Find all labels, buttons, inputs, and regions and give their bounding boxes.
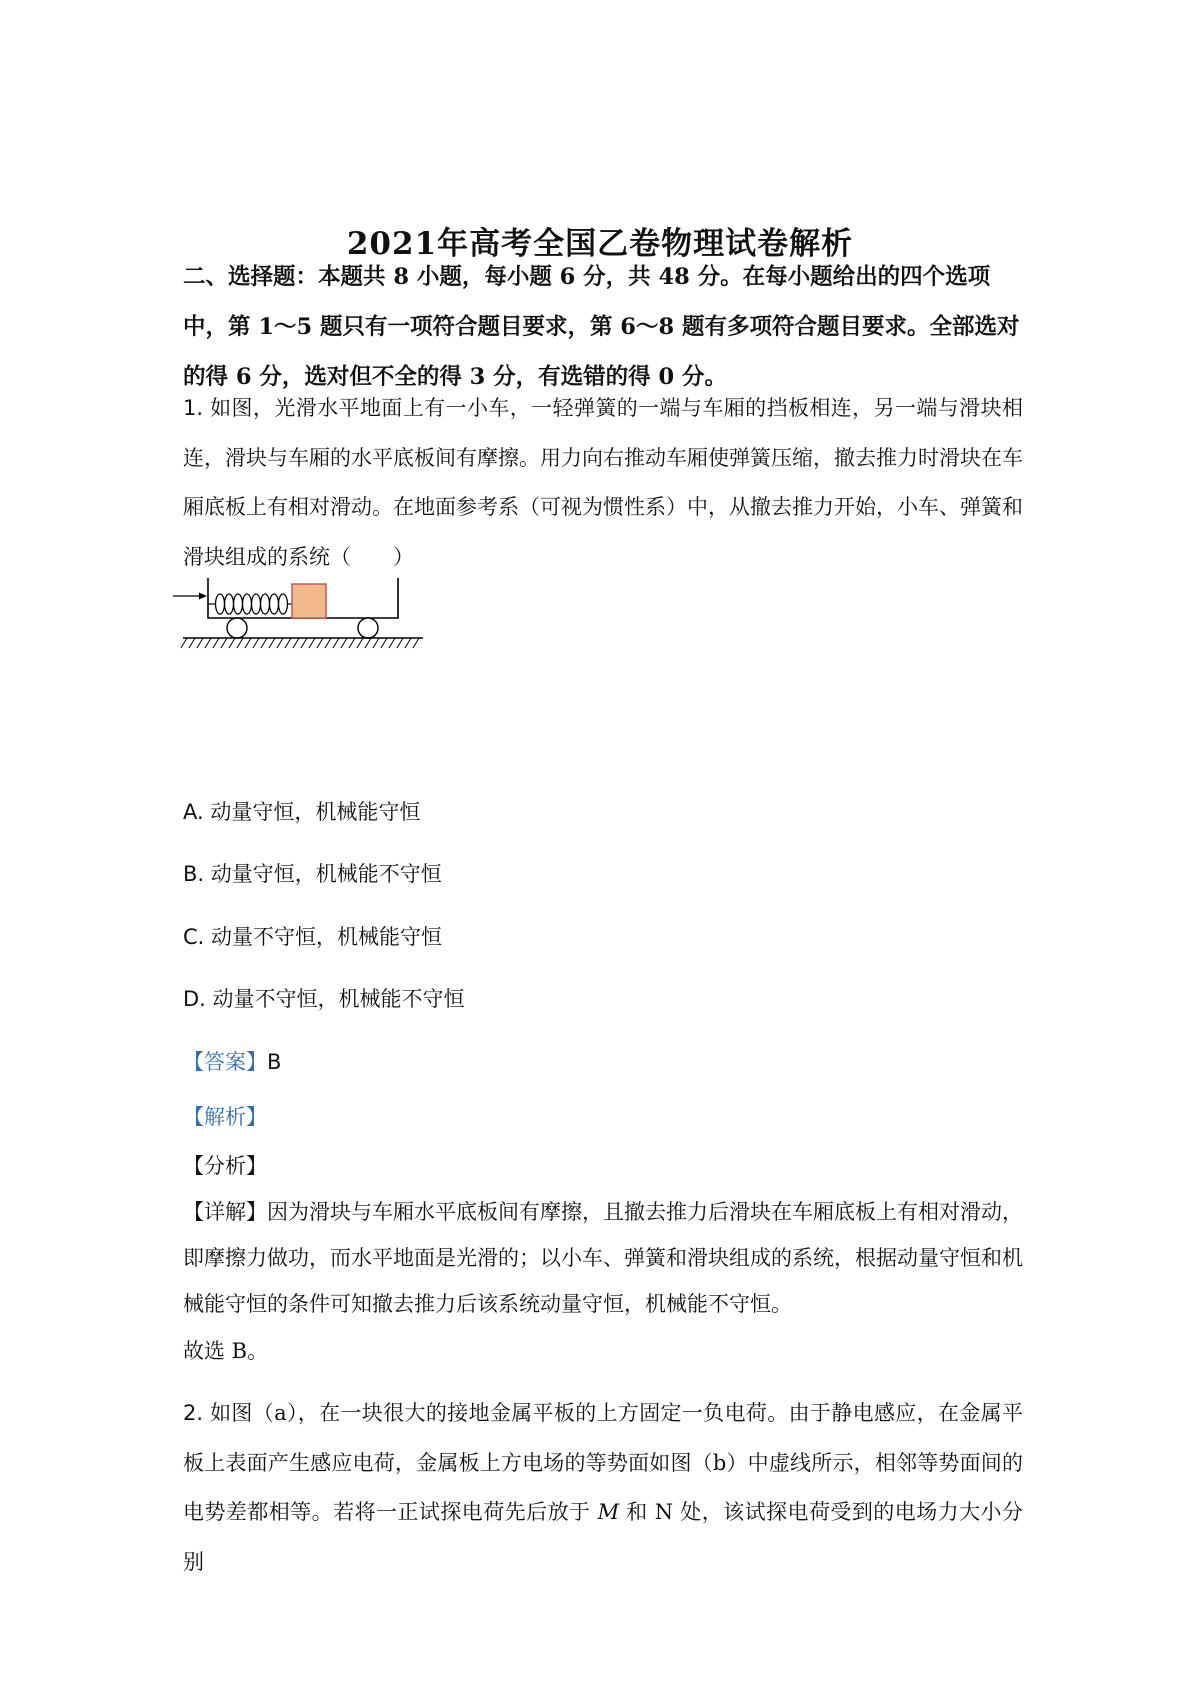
option-c bbox=[183, 921, 442, 951]
option-a-text: 动量守恒，机械能守恒 bbox=[210, 800, 421, 824]
fenxi-tag: 【分析】 bbox=[183, 1154, 267, 1178]
option-a-label: A. bbox=[183, 800, 204, 824]
answer-tag: 【答案】 bbox=[183, 1050, 267, 1074]
analysis-tag: 【解析】 bbox=[183, 1105, 267, 1129]
conclusion-line: 故选 B。 bbox=[183, 1339, 269, 1363]
question-2-text-part2: 和 N 处，该试探电荷受到的电场力大小分别 bbox=[183, 1500, 1023, 1574]
option-c-label: C. bbox=[183, 925, 205, 949]
answer-value: B bbox=[267, 1050, 282, 1074]
question-2-text-part1: 如图（a），在一块很大的接地金属平板的上方固定一负电荷。由于静电感应，在金属平板上表面产生感应电荷，金属板上方电场的等势面如图（b）中虚线所示，相邻等势面间的电势差都相等。若将一正试探电荷先后放于 bbox=[183, 1401, 1023, 1524]
answer-line bbox=[183, 1046, 281, 1076]
wheel-right bbox=[358, 618, 378, 638]
question-1-text: 如图，光滑水平地面上有一小车，一轻弹簧的一端与车厢的挡板相连，另一端与滑块相连，滑块与车厢的水平底板间有摩擦。用力向右推动车厢使弹簧压缩，撤去推力时滑块在车厢底板上有相对滑动。在地面参考系（可视为惯性系）中，从撤去推力开始，小车、弹簧和滑块组成的系统（ ） bbox=[183, 396, 1023, 569]
push-arrow-head bbox=[199, 593, 207, 600]
option-b-text: 动量守恒，机械能不守恒 bbox=[210, 862, 442, 886]
page-title: 2021年高考全国乙卷物理试卷解析 bbox=[346, 226, 854, 262]
question-1-number: 1. bbox=[183, 396, 204, 420]
spring bbox=[208, 594, 292, 614]
option-b bbox=[183, 858, 442, 888]
section-header: 二、选择题：本题共 8 小题，每小题 6 分，共 48 分。在每小题给出的四个选项中，第 1～5 题只有一项符合题目要求，第 6～8 题有多项符合题目要求。全部选对的得 6 分，选对但不全的得 3 分，有选错的得 0 分。 bbox=[183, 264, 1020, 390]
question-2-stem bbox=[183, 1389, 1023, 1587]
option-d-text: 动量不守恒，机械能不守恒 bbox=[212, 987, 465, 1011]
question-1-stem bbox=[183, 384, 1023, 582]
option-d-label: D. bbox=[183, 987, 206, 1011]
sliding-block bbox=[292, 584, 326, 618]
cart-spring-block-diagram bbox=[173, 574, 433, 660]
detail-tag: 【详解】 bbox=[183, 1200, 267, 1224]
option-d bbox=[183, 983, 465, 1013]
variable-m: M bbox=[597, 1500, 620, 1524]
ground-hatching bbox=[181, 638, 419, 648]
detail-text: 因为滑块与车厢水平底板间有摩擦，且撤去推力后滑块在车厢底板上有相对滑动，即摩擦力做功，而水平地面是光滑的；以小车、弹簧和滑块组成的系统，根据动量守恒和机械能守恒的条件可知撤去推力后该系统动量守恒，机械能不守恒。 bbox=[183, 1200, 1023, 1316]
question-2-number: 2. bbox=[183, 1401, 204, 1425]
option-b-label: B. bbox=[183, 862, 205, 886]
detail-paragraph bbox=[183, 1189, 1023, 1327]
option-c-text: 动量不守恒，机械能守恒 bbox=[211, 925, 443, 949]
option-a bbox=[183, 796, 420, 826]
wheel-left bbox=[227, 618, 247, 638]
